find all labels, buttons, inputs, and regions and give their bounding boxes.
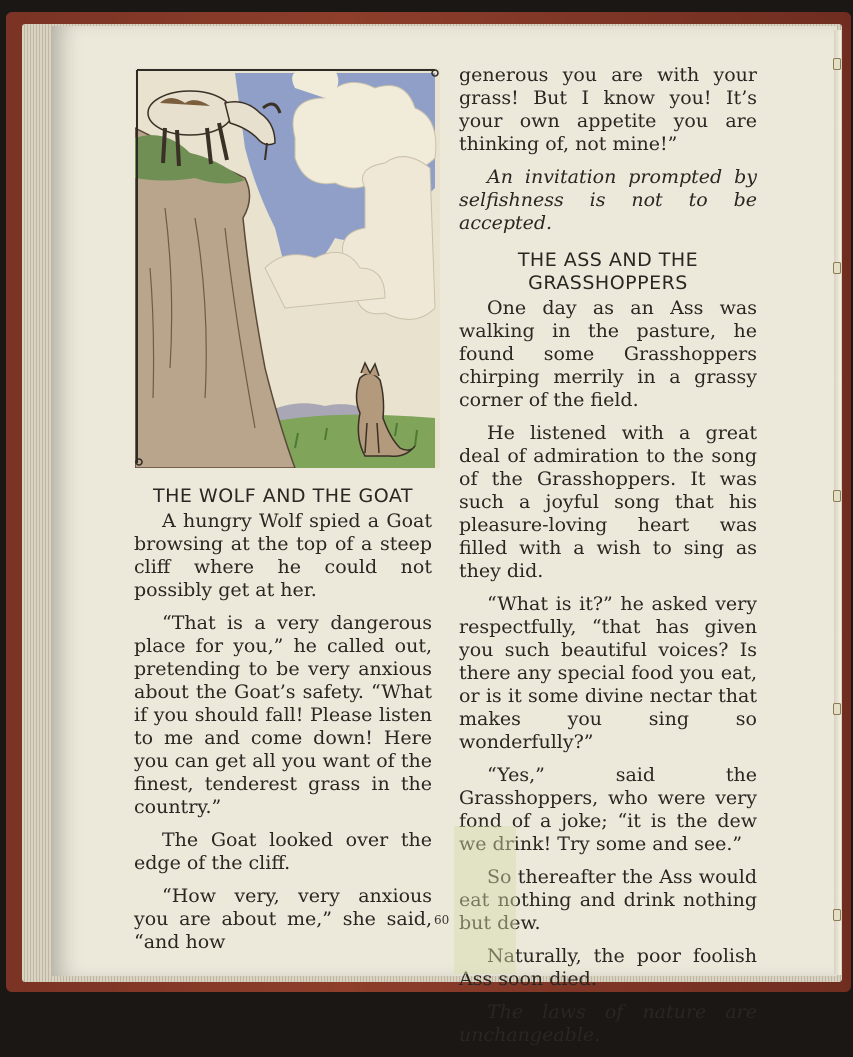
page-clip-icon — [833, 58, 841, 70]
moral: The laws of nature are unchangeable. — [459, 1001, 757, 1046]
paragraph: “How very, very anxious you are about me,” she said, “and how — [134, 885, 432, 953]
moral: An invitation prompted by selfishness is not to be accepted. — [459, 166, 757, 234]
page-clip-icon — [833, 703, 841, 715]
page-clip-icon — [833, 262, 841, 274]
paragraph: One day as an Ass was walking in the pasture, he found some Grasshoppers chirping merrily in a grassy corner of the field. — [459, 297, 757, 411]
page-clip-icon — [833, 490, 841, 502]
left-text-column — [134, 485, 432, 964]
paragraph: “Yes,” said the Grasshoppers, who were very fond of a joke; “it is the dew we drink! Try some and see.” — [459, 764, 757, 855]
wolf-and-goat-illustration — [135, 68, 440, 468]
paragraph: A hungry Wolf spied a Goat browsing at the top of a steep cliff where he could not possibly get at her. — [134, 510, 432, 601]
paragraph: So thereafter the Ass would eat nothing and drink nothing but dew. — [459, 866, 757, 934]
paragraph-continuation: generous you are with your grass! But I know you! It’s your own appetite you are thinking of, not mine!” — [459, 64, 757, 155]
paragraph: “That is a very dangerous place for you,” he called out, pretending to be very anxious about the Goat’s safety. “What if you should fall! Please listen to me and come down! Here you can get all you want of the finest, tenderest grass in the country.” — [134, 612, 432, 818]
story-title: THE ASS AND THE GRASSHOPPERS — [517, 249, 699, 294]
right-page-edge — [834, 30, 841, 975]
page-number: 60 — [434, 913, 450, 927]
story-title: THE WOLF AND THE GOAT — [152, 485, 414, 507]
paragraph: “What is it?” he asked very respectfully, “that has given you such beautiful voices? Is there any special food you eat, or is it some divine nectar that makes you sing so wonderfully?” — [459, 593, 757, 753]
paragraph: He listened with a great deal of admiration to the song of the Grasshoppers. It was such a joyful song that his pleasure-loving heart was filled with a wish to sing as they did. — [459, 422, 757, 582]
paragraph: The Goat looked over the edge of the cliff. — [134, 829, 432, 874]
paragraph: Naturally, the poor foolish Ass soon died. — [459, 945, 757, 990]
tape-mark — [454, 826, 516, 974]
page-clip-icon — [833, 909, 841, 921]
